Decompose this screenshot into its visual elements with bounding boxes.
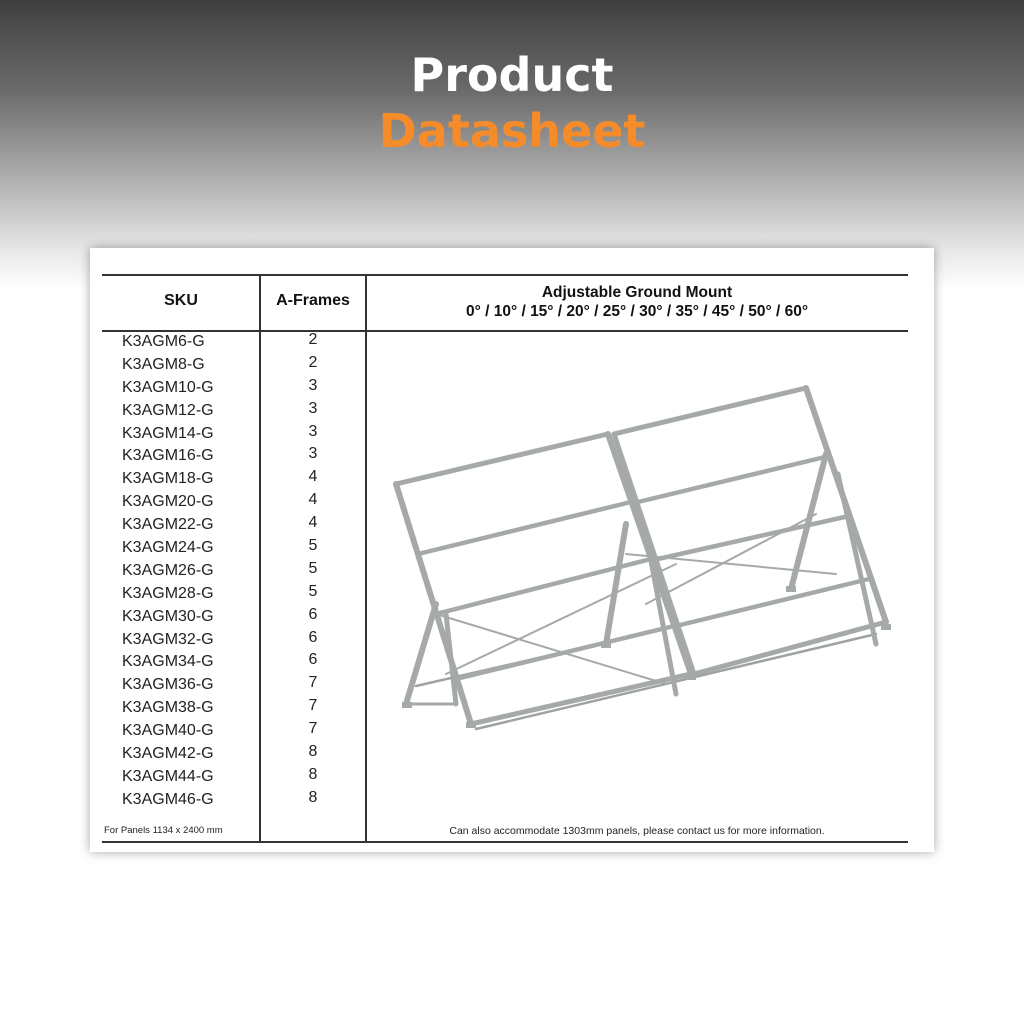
footer-note: Can also accommodate 1303mm panels, please contact us for more information.: [449, 825, 825, 837]
sku-cell: K3AGM36-G: [122, 676, 214, 694]
aframes-cell: 7: [308, 720, 318, 738]
title-product: Product: [410, 48, 614, 102]
header-mount: [366, 283, 908, 321]
title-datasheet: Datasheet: [378, 104, 646, 158]
aframes-cell: 4: [308, 491, 318, 509]
sku-cell: K3AGM34-G: [122, 653, 214, 671]
aframes-cell: 3: [308, 399, 318, 417]
aframes-cell: 7: [308, 674, 318, 692]
aframes-cell: 3: [308, 376, 318, 394]
sku-cell: K3AGM16-G: [122, 447, 214, 465]
sku-cell: K3AGM14-G: [122, 424, 214, 442]
sku-cell: K3AGM46-G: [122, 790, 214, 808]
sku-column: [122, 331, 262, 812]
sku-cell: K3AGM6-G: [122, 333, 205, 350]
sku-cell: K3AGM12-G: [122, 401, 214, 419]
sku-cell: K3AGM8-G: [122, 355, 205, 373]
aframes-cell: 6: [308, 628, 318, 646]
sku-cell: K3AGM10-G: [122, 378, 214, 396]
aframes-column: [260, 329, 366, 810]
sku-cell: K3AGM26-G: [122, 561, 214, 579]
aframes-cell: 2: [308, 331, 318, 348]
sku-table: [102, 274, 908, 842]
aframes-cell: 5: [308, 537, 318, 555]
aframes-cell: 2: [308, 353, 318, 371]
sku-cell: K3AGM28-G: [122, 584, 214, 602]
table-top-rule: [102, 274, 908, 276]
aframes-cell: 3: [308, 445, 318, 463]
sku-cell: K3AGM20-G: [122, 493, 214, 511]
aframes-cell: 3: [308, 422, 318, 440]
aframes-cell: 5: [308, 582, 318, 600]
header-aframes: A-Frames: [276, 292, 350, 309]
sku-cell: K3AGM38-G: [122, 699, 214, 717]
footer-panel-size: For Panels 1134 x 2400 mm: [104, 825, 223, 836]
sku-cell: K3AGM30-G: [122, 607, 214, 625]
aframes-cell: 4: [308, 468, 318, 486]
ground-mount-illustration: [376, 374, 906, 814]
aframes-cell: 6: [308, 651, 318, 669]
header-mount-title: Adjustable Ground Mount: [541, 284, 733, 301]
aframes-cell: 4: [308, 514, 318, 532]
aframes-cell: 8: [308, 743, 318, 761]
sku-cell: K3AGM42-G: [122, 745, 214, 763]
sku-cell: K3AGM22-G: [122, 516, 214, 534]
aframes-cell: 5: [308, 559, 318, 577]
aframes-cell: 8: [308, 765, 318, 783]
sku-cell: K3AGM40-G: [122, 722, 214, 740]
aframes-cell: 7: [308, 697, 318, 715]
sku-cell: K3AGM24-G: [122, 539, 214, 557]
table-bottom-rule: [102, 841, 908, 843]
sku-cell: K3AGM32-G: [122, 630, 214, 648]
aframes-cell: 6: [308, 605, 318, 623]
aframes-cell: 8: [308, 788, 318, 806]
header-mount-angles: 0° / 10° / 15° / 20° / 25° / 30° / 35° / 45° / 50° / 60°: [465, 303, 809, 320]
sku-cell: K3AGM18-G: [122, 470, 214, 488]
sku-cell: K3AGM44-G: [122, 767, 214, 785]
datasheet-card: [90, 248, 934, 852]
header-sku: SKU: [164, 292, 198, 309]
